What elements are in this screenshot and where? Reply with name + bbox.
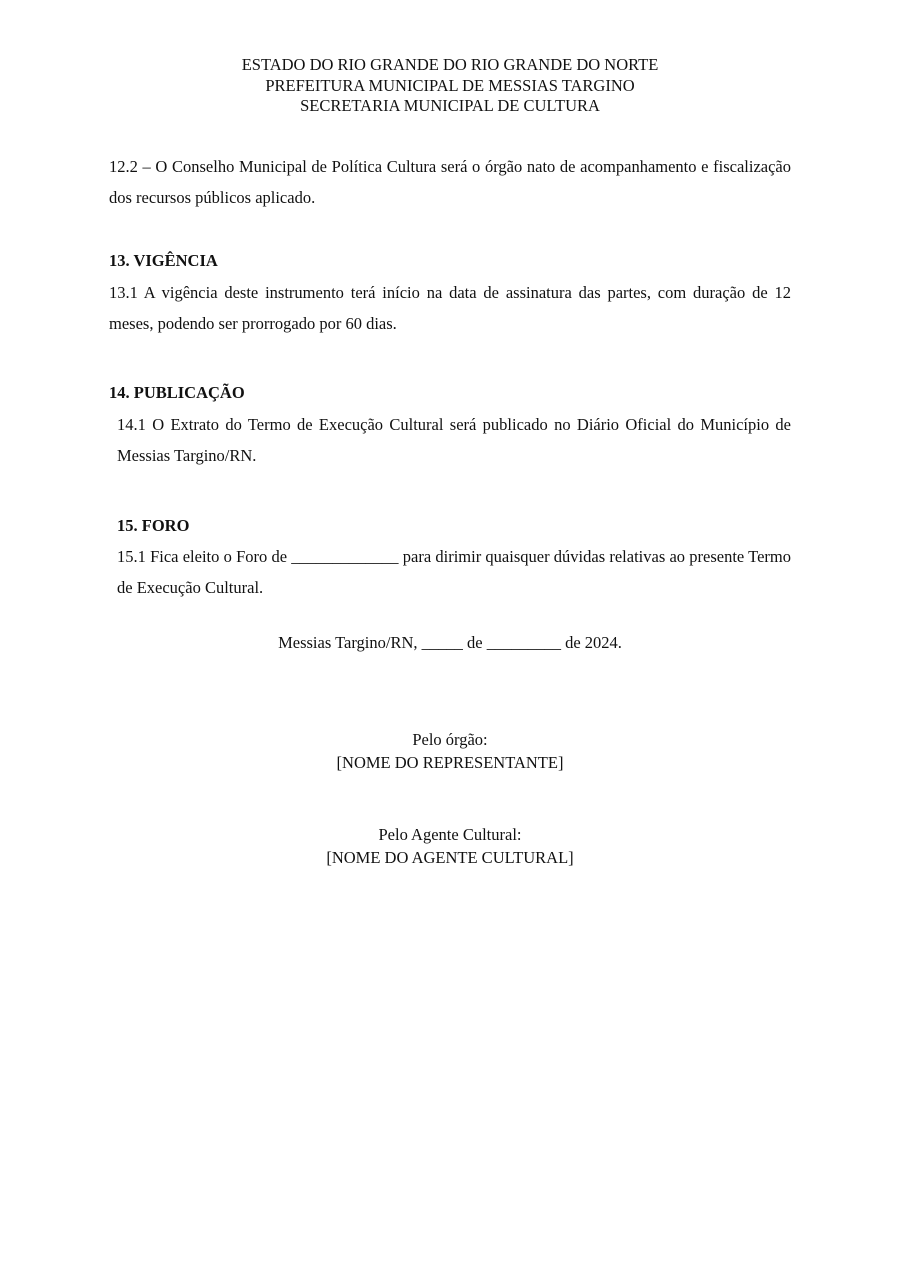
- clause-14-1: 14.1 O Extrato do Termo de Execução Cultural será publicado no Diário Oficial do Município de Messias Targino/RN.: [117, 415, 791, 465]
- signature-block-agent: [0, 823, 900, 869]
- clause-13-1: 13.1 A vigência deste instrumento terá início na data de assinatura das partes, com duração de 12 meses, podendo ser prorrogado por 60 dias.: [109, 283, 791, 333]
- signature-organ-label: Pelo órgão:: [412, 730, 488, 749]
- signature-agent-name: [NOME DO AGENTE CULTURAL]: [326, 848, 574, 867]
- signature-agent-label: Pelo Agente Cultural:: [378, 825, 522, 844]
- document-header: [0, 55, 900, 117]
- signature-organ-name: [NOME DO REPRESENTANTE]: [336, 753, 564, 772]
- clause-15-1: 15.1 Fica eleito o Foro de _____________ para dirimir quaisquer dúvidas relativas ao presente Termo de Execução Cultural.: [117, 547, 791, 597]
- signature-block-organ: [0, 728, 900, 774]
- header-state-line: ESTADO DO RIO GRANDE DO RIO GRANDE DO NORTE: [241, 55, 659, 74]
- section-14-heading: 14. PUBLICAÇÃO: [109, 383, 245, 402]
- place-and-date: Messias Targino/RN, _____ de _________ de 2024.: [278, 633, 622, 652]
- section-15-heading: 15. FORO: [117, 516, 190, 535]
- header-secretariat-line: SECRETARIA MUNICIPAL DE CULTURA: [300, 96, 600, 115]
- header-prefecture-line: PREFEITURA MUNICIPAL DE MESSIAS TARGINO: [265, 75, 635, 95]
- section-13-heading: 13. VIGÊNCIA: [109, 251, 218, 270]
- clause-12-2: 12.2 – O Conselho Municipal de Política Cultura será o órgão nato de acompanhamento e fiscalização dos recursos públicos aplicado.: [109, 157, 791, 207]
